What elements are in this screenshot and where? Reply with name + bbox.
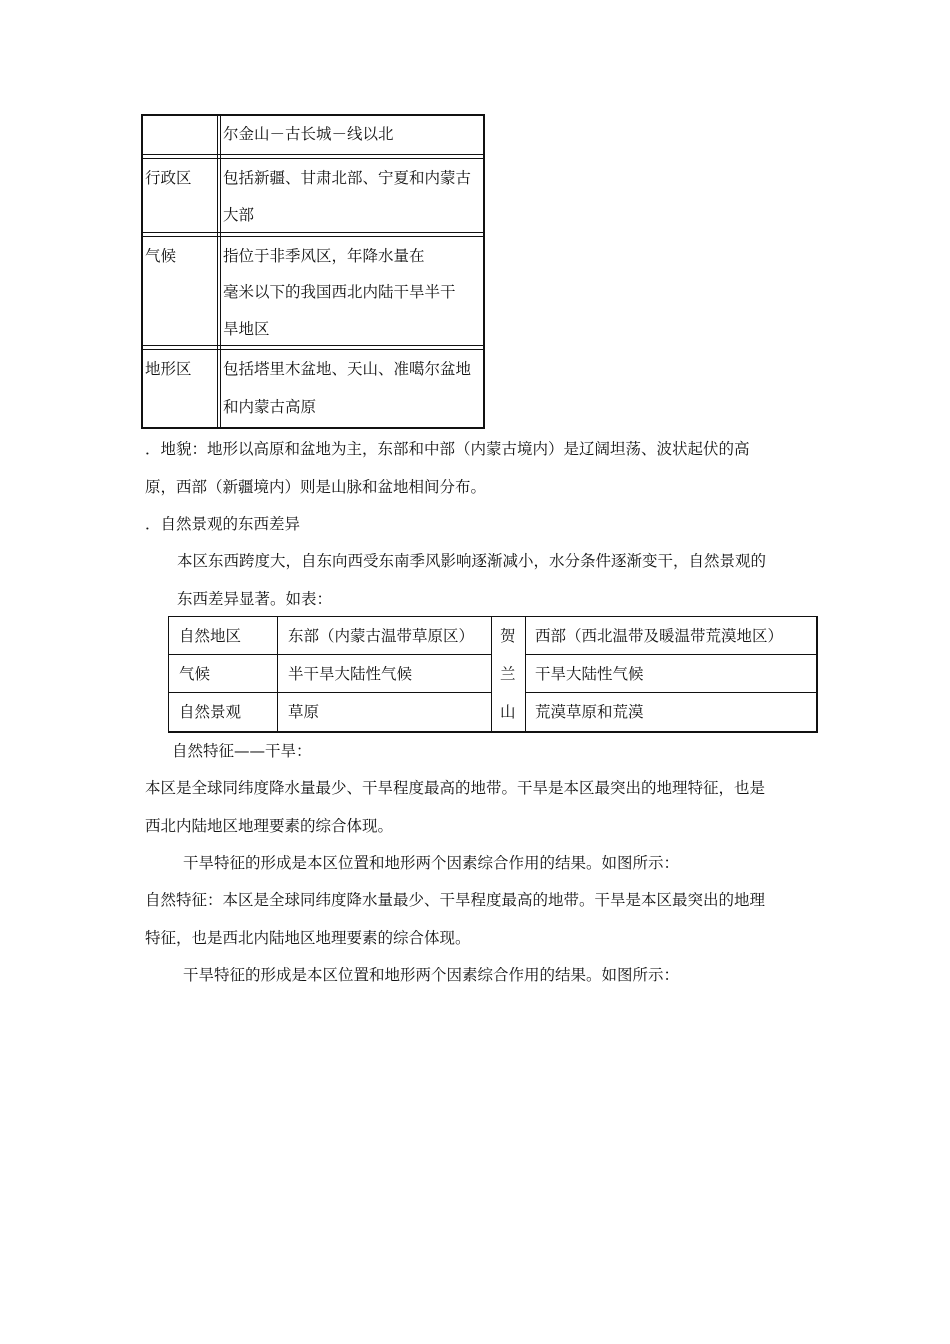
cause2-line: 干旱特征的形成是本区位置和地形两个因素综合作用的结果。如图所示： <box>183 966 680 984</box>
table2-col4-row2: 荒漠草原和荒漠 <box>535 703 644 721</box>
eastwest-paragraph-line1: 本区东西跨度大，自东向西受东南季风影响逐渐减小，水分条件逐渐变干，自然景观的 <box>177 552 767 570</box>
eastwest-paragraph-line2: 东西差异显著。如表： <box>177 590 333 608</box>
table1-row3-label: 地形区 <box>145 360 192 378</box>
table1-row2-label: 气候 <box>145 247 177 265</box>
table1-row2-line0: 指位于非季风区，年降水量在 <box>223 247 425 265</box>
landform-paragraph-line2: 原，西部（新疆境内）则是山脉和盆地相间分布。 <box>145 478 487 496</box>
table2-col2-row2: 草原 <box>288 703 320 721</box>
table2-col4-row1: 干旱大陆性气候 <box>535 665 644 683</box>
table1-row1-label: 行政区 <box>145 169 192 187</box>
table2-col1-row1: 气候 <box>179 665 211 683</box>
table-region-overview <box>141 114 485 429</box>
cause1-line: 干旱特征的形成是本区位置和地形两个因素综合作用的结果。如图所示： <box>183 854 680 872</box>
feature1-line1: 本区是全球同纬度降水量最少、干旱程度最高的地带。干旱是本区最突出的地理特征，也是 <box>145 779 766 797</box>
feature-heading: 自然特征——干旱： <box>172 742 312 760</box>
table1-row3-line0: 包括塔里木盆地、天山、准噶尔盆地 <box>223 360 472 378</box>
table1-row0-line0: 尔金山－古长城－线以北 <box>223 125 394 143</box>
table2-col2-row0: 东部（内蒙古温带草原区） <box>288 627 475 645</box>
table2-divider-1: 兰 <box>500 665 516 683</box>
table1-row1-line0: 包括新疆、甘肃北部、宁夏和内蒙古 <box>223 169 472 187</box>
feature2-line2: 特征，也是西北内陆地区地理要素的综合体现。 <box>145 929 471 947</box>
feature1-line2: 西北内陆地区地理要素的综合体现。 <box>145 817 394 835</box>
feature2-line1: 自然特征：本区是全球同纬度降水量最少、干旱程度最高的地带。干旱是本区最突出的地理 <box>145 891 766 909</box>
table2-col1-row2: 自然景观 <box>179 703 242 721</box>
table2-col4-row0: 西部（西北温带及暖温带荒漠地区） <box>535 627 784 645</box>
table2-col2-row1: 半干旱大陆性气候 <box>288 665 413 683</box>
table1-row1-line1: 大部 <box>223 206 255 224</box>
landform-paragraph-line1: ．地貌：地形以高原和盆地为主，东部和中部（内蒙古境内）是辽阔坦荡、波状起伏的高 <box>145 440 750 458</box>
table1-row2-line1: 毫米以下的我国西北内陆干旱半干 <box>223 283 456 301</box>
table1-row2-line2: 旱地区 <box>223 320 270 338</box>
table2-col1-row0: 自然地区 <box>179 627 242 645</box>
table-eastwest-comparison <box>168 616 818 732</box>
table2-divider-0: 贺 <box>500 627 516 645</box>
eastwest-heading: ．自然景观的东西差异 <box>145 515 301 533</box>
table1-row3-line1: 和内蒙古高原 <box>223 398 317 416</box>
table2-divider-2: 山 <box>500 703 516 721</box>
